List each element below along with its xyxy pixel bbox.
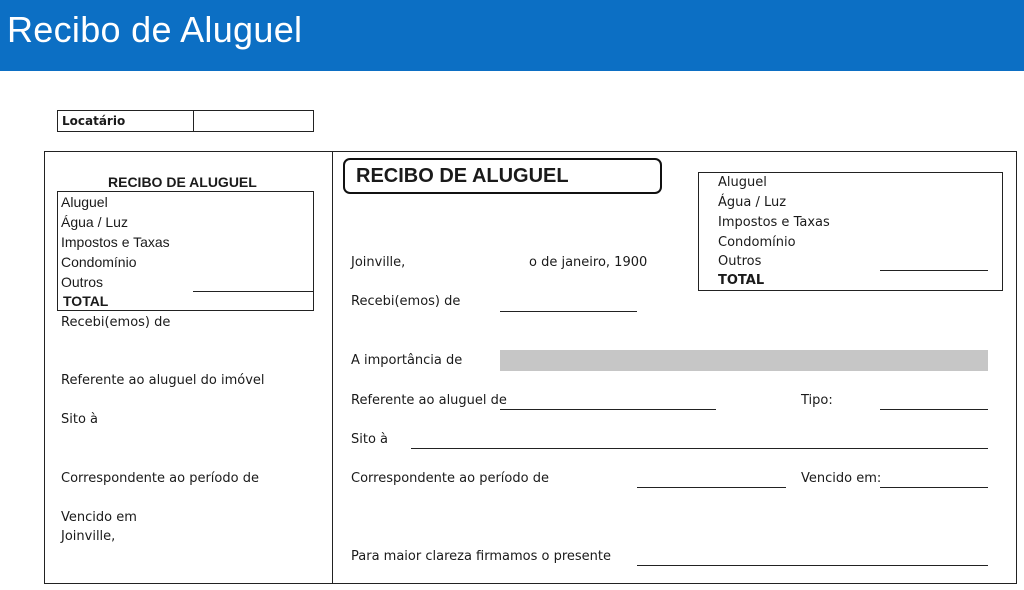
stub-due: Vencido em (61, 510, 137, 525)
receipt-values-box (698, 172, 1003, 291)
receipt-referring-to-label: Referente ao aluguel de (351, 393, 507, 408)
stub-period: Correspondente ao período de (61, 471, 259, 486)
stub-item-taxes: Impostos e Taxas (61, 234, 170, 250)
receipt-signature-line[interactable] (637, 565, 988, 566)
receipt-received-from-label: Recebi(emos) de (351, 294, 461, 309)
receipt-referring-to-line[interactable] (500, 409, 716, 410)
receipt-item-others: Outros (718, 254, 762, 269)
stub-item-condo: Condomínio (61, 254, 137, 270)
stub-values-box (57, 191, 314, 311)
tenant-label: Locatário (62, 114, 126, 128)
receipt-amount-label: A importância de (351, 353, 463, 368)
receipt-due-line[interactable] (880, 487, 988, 488)
receipt-period-line[interactable] (637, 487, 786, 488)
stub-title: RECIBO DE ALUGUEL (108, 174, 257, 190)
page-title: Recibo de Aluguel (7, 9, 303, 50)
receipt-others-line (880, 270, 988, 271)
receipt-city: Joinville, (351, 255, 406, 270)
receipt-title-box (343, 158, 662, 194)
receipt-title: RECIBO DE ALUGUEL (356, 165, 569, 187)
stub-item-utilities: Água / Luz (61, 214, 128, 230)
receipt-clarity-text: Para maior clareza firmamos o presente (351, 549, 611, 564)
tenant-divider (193, 111, 194, 131)
receipt-date: o de janeiro, 1900 (529, 255, 648, 270)
receipt-due-label: Vencido em: (801, 471, 882, 486)
receipt-located-at-label: Sito à (351, 432, 389, 447)
stub-received-from: Recebi(emos) de (61, 315, 171, 330)
stub-item-rent: Aluguel (61, 194, 108, 210)
receipt-total-label: TOTAL (718, 273, 765, 288)
receipt-type-label: Tipo: (801, 393, 833, 408)
stub-others-line (193, 291, 313, 292)
stub-divider (332, 151, 333, 584)
stub-total-label: TOTAL (63, 293, 109, 309)
receipt-item-utilities: Água / Luz (718, 195, 787, 210)
receipt-item-rent: Aluguel (718, 175, 767, 190)
receipt-amount-field[interactable] (500, 350, 988, 371)
page-header (0, 0, 1024, 71)
stub-referring-to: Referente ao aluguel do imóvel (61, 373, 265, 388)
receipt-period-label: Correspondente ao período de (351, 471, 549, 486)
receipt-type-line[interactable] (880, 409, 988, 410)
receipt-item-condo: Condomínio (718, 235, 796, 250)
stub-city: Joinville, (61, 529, 116, 544)
stub-item-others: Outros (61, 274, 104, 290)
stub-located-at: Sito à (61, 412, 99, 427)
receipt-received-from-line[interactable] (500, 311, 637, 312)
tenant-field[interactable] (57, 110, 314, 132)
receipt-located-at-line[interactable] (411, 448, 988, 449)
tenant-value[interactable] (198, 114, 308, 128)
receipt-item-taxes: Impostos e Taxas (718, 215, 830, 230)
